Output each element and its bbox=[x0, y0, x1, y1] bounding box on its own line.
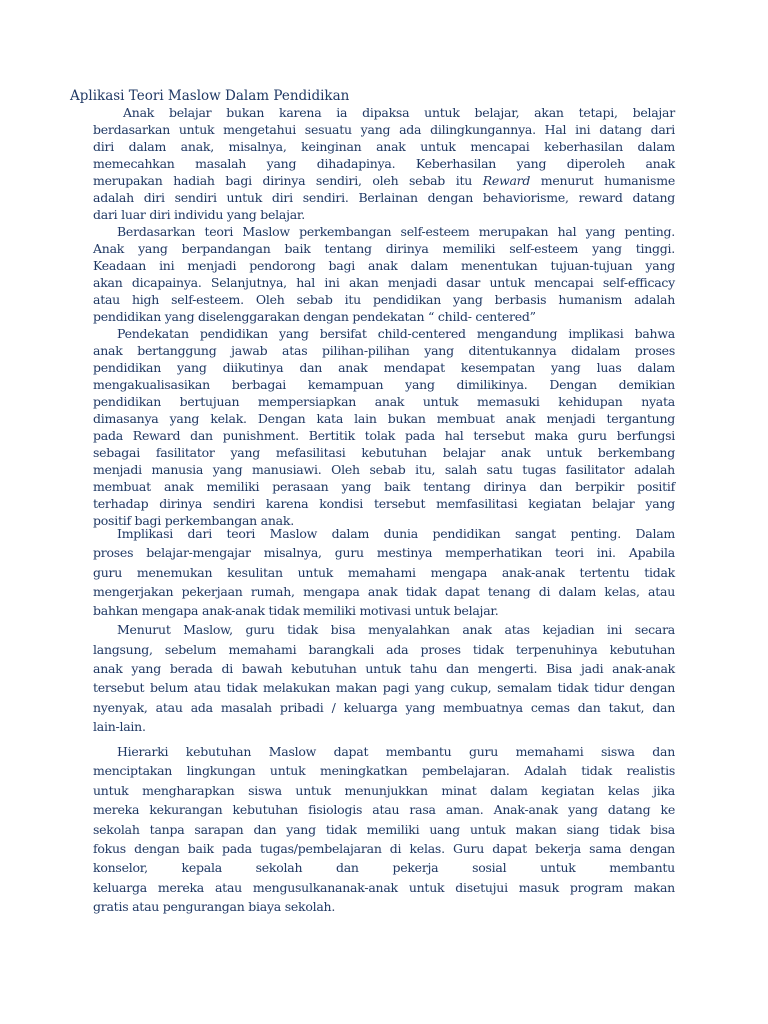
paragraph-4-line-1: Implikasi dari teori Maslow dalam dunia pendidikan sangat penting. Dalam bbox=[117, 526, 675, 541]
paragraph-5-line-3: anak yang berada di bawah kebutuhan untuk tahu dan mengerti. Bisa jadi anak-anak bbox=[93, 661, 675, 677]
paragraph-4-line-4: mengerjakan pekerjaan rumah, mengapa anak tidak dapat tenang di dalam kelas, atau bbox=[93, 583, 675, 599]
text-block-1 bbox=[93, 104, 675, 529]
paragraph-6-line-3: untuk mengharapkan siswa untuk menunjukkan minat dalam kegiatan kelas jika bbox=[93, 782, 675, 798]
paragraph-6-line-2: menciptakan lingkungan untuk meningkatkan pembelajaran. Adalah tidak realistis bbox=[93, 763, 675, 779]
paragraph-1-line-4: memecahkan masalah yang dihadapinya. Keberhasilan yang diperoleh anak bbox=[93, 156, 675, 171]
reward-italic-term: Reward bbox=[482, 173, 531, 188]
paragraph-6-line-7: konselor, kepala sekolah dan pekerja sosial untuk membantu bbox=[93, 860, 675, 876]
paragraph-5-line-5: nyenyak, atau ada masalah pribadi / keluarga yang membuatnya cemas dan takut, dan bbox=[93, 699, 675, 715]
paragraph-3-line-2: anak bertanggung jawab atas pilihan-pilihan yang ditentukannya didalam proses bbox=[93, 343, 675, 358]
paragraph-3-line-5: pendidikan bertujuan mempersiapkan anak untuk memasuki kehidupan nyata bbox=[93, 394, 675, 409]
paragraph-6-line-1: Hierarki kebutuhan Maslow dapat membantu guru memahami siswa dan bbox=[117, 744, 675, 759]
paragraph-2-line-2: Anak yang berpandangan baik tentang dirinya memiliki self-esteem yang tinggi. bbox=[93, 241, 675, 256]
document-title: Aplikasi Teori Maslow Dalam Pendidikan bbox=[70, 88, 350, 104]
paragraph-3-line-12: positif bagi perkembangan anak. bbox=[93, 513, 294, 528]
paragraph-2-line-1: Berdasarkan teori Maslow perkembangan self-esteem merupakan hal yang penting. bbox=[117, 224, 675, 239]
paragraph-1-line-5 bbox=[93, 172, 675, 189]
paragraph-5-line-4: tersebut belum atau tidak melakukan makan pagi yang cukup, semalam tidak tidur dengan bbox=[93, 680, 675, 696]
text-block-3 bbox=[93, 742, 675, 917]
paragraph-1-line-5-tail: menurut humanisme bbox=[540, 173, 675, 188]
paragraph-1-line-1: Anak belajar bukan karena ia dipaksa untuk belajar, akan tetapi, belajar bbox=[123, 105, 675, 120]
paragraph-6-line-4: mereka kekurangan kebutuhan fisiologis atau rasa aman. Anak-anak yang datang ke bbox=[93, 802, 675, 818]
paragraph-4-line-2: proses belajar-mengajar misalnya, guru mestinya memperhatikan teori ini. Apabila bbox=[93, 545, 675, 561]
paragraph-4-line-3: guru menemukan kesulitan untuk memahami mengapa anak-anak tertentu tidak bbox=[93, 564, 675, 580]
paragraph-3-line-7: pada Reward dan punishment. Bertitik tolak pada hal tersebut maka guru berfungsi bbox=[93, 428, 675, 443]
paragraph-2-line-5: atau high self-esteem. Oleh sebab itu pendidikan yang berbasis humanism adalah bbox=[93, 292, 675, 307]
paragraph-1-line-6: adalah diri sendiri untuk diri sendiri. Berlainan dengan behaviorisme, reward datang bbox=[93, 190, 675, 205]
paragraph-2-line-6: pendidikan yang diselenggarakan dengan pendekatan “ child- centered” bbox=[93, 309, 536, 324]
paragraph-3-line-11: terhadap dirinya sendiri karena kondisi tersebut memfasilitasi kegiatan belajar yang bbox=[93, 496, 675, 511]
paragraph-3-line-3: pendidikan yang diikutinya dan anak mendapat kesempatan yang luas dalam bbox=[93, 360, 675, 375]
paragraph-1-line-7: dari luar diri individu yang belajar. bbox=[93, 207, 305, 222]
paragraph-4-line-5: bahkan mengapa anak-anak tidak memiliki motivasi untuk belajar. bbox=[93, 603, 499, 619]
paragraph-2-line-4: akan dicapainya. Selanjutnya, hal ini akan menjadi dasar untuk mencapai self-efficacy bbox=[93, 275, 675, 290]
paragraph-3-line-9: menjadi manusia yang manusiawi. Oleh sebab itu, salah satu tugas fasilitator adalah bbox=[93, 462, 675, 477]
paragraph-2-line-3: Keadaan ini menjadi pendorong bagi anak dalam menentukan tujuan-tujuan yang bbox=[93, 258, 675, 273]
paragraph-3-line-10: membuat anak memiliki perasaan yang baik tentang dirinya dan berpikir positif bbox=[93, 479, 675, 494]
paragraph-3-line-4: mengakualisasikan berbagai kemampuan yang dimilikinya. Dengan demikian bbox=[93, 377, 675, 392]
paragraph-3-line-6: dimasanya yang kelak. Dengan kata lain bukan membuat anak menjadi tergantung bbox=[93, 411, 675, 426]
paragraph-5-line-6: lain-lain. bbox=[93, 718, 146, 734]
paragraph-6-line-9: gratis atau pengurangan biaya sekolah. bbox=[93, 899, 336, 915]
paragraph-1-line-2: berdasarkan untuk mengetahui sesuatu yang ada dilingkungannya. Hal ini datang dari bbox=[93, 122, 675, 137]
paragraph-1-line-3: diri dalam anak, misalnya, keinginan anak untuk mencapai keberhasilan dalam bbox=[93, 139, 675, 154]
paragraph-5-line-1: Menurut Maslow, guru tidak bisa menyalahkan anak atas kejadian ini secara bbox=[117, 622, 675, 638]
paragraph-6-line-6: fokus dengan baik pada tugas/pembelajaran di kelas. Guru dapat bekerja sama dengan bbox=[93, 841, 675, 857]
paragraph-6-line-5: sekolah tanpa sarapan dan yang tidak memiliki uang untuk makan siang tidak bisa bbox=[93, 821, 675, 837]
paragraph-5-line-2: langsung, sebelum memahami barangkali ada proses tidak terpenuhinya kebutuhan bbox=[93, 641, 675, 657]
paragraph-1-line-5-text: merupakan hadiah bagi dirinya sendiri, oleh sebab itu bbox=[93, 173, 473, 188]
paragraph-3-line-8: sebagai fasilitator yang mefasilitasi kebutuhan belajar anak untuk berkembang bbox=[93, 445, 675, 460]
paragraph-3-line-1: Pendekatan pendidikan yang bersifat child-centered mengandung implikasi bahwa bbox=[117, 326, 675, 341]
paragraph-6-line-8: keluarga mereka atau mengusulkananak-anak untuk disetujui masuk program makan bbox=[93, 879, 675, 895]
text-block-2 bbox=[93, 524, 675, 736]
